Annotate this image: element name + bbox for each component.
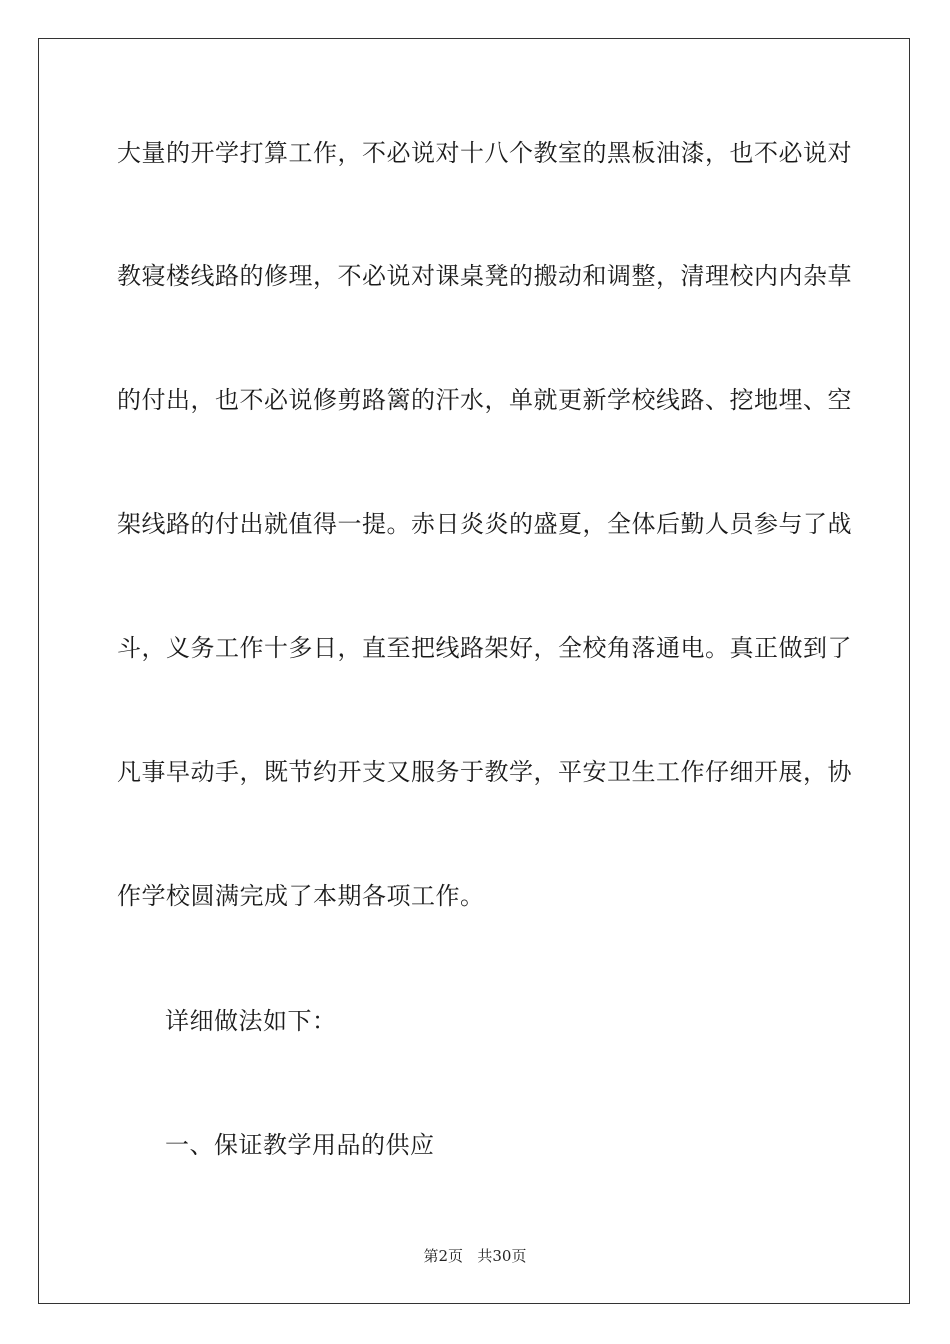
- body-text-line: 大量的开学打算工作，不必说对十八个教室的黑板油漆，也不必说对: [117, 139, 852, 167]
- body-text-line: 斗，义务工作十多日，直至把线路架好，全校角落通电。真正做到了: [117, 634, 852, 662]
- body-text-line: 教寝楼线路的修理，不必说对课桌凳的搬动和调整，清理校内内杂草: [117, 262, 852, 290]
- page-footer: [0, 1246, 950, 1266]
- page-border: [38, 38, 910, 1304]
- body-text-line: 架线路的付出就值得一提。赤日炎炎的盛夏，全体后勤人员参与了战: [117, 510, 852, 538]
- details-heading: 详细做法如下：: [165, 1007, 337, 1035]
- page-total: 共30页: [477, 1247, 527, 1265]
- page-number: 第2页: [423, 1247, 464, 1265]
- body-text-line: 凡事早动手，既节约开支又服务于教学，平安卫生工作仔细开展，协: [117, 758, 852, 786]
- body-text-line: 的付出，也不必说修剪路篱的汗水，单就更新学校线路、挖地埋、空: [117, 386, 852, 414]
- section-heading: 一、保证教学用品的供应: [165, 1131, 435, 1159]
- body-text-line: 作学校圆满完成了本期各项工作。: [117, 882, 485, 910]
